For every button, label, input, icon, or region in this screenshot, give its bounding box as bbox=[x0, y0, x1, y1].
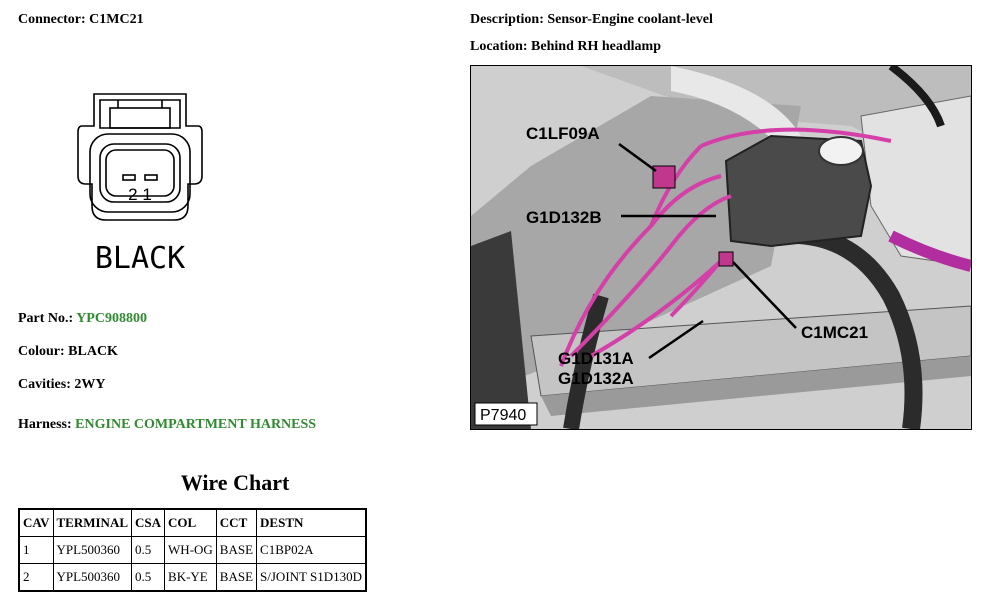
connector-title: Connector: C1MC21 bbox=[18, 12, 144, 27]
description-text: Description: Sensor-Engine coolant-level bbox=[470, 12, 713, 27]
photo-ref-id: P7940 bbox=[480, 407, 527, 424]
wire-chart-title: Wire Chart bbox=[180, 470, 290, 495]
callout-g1d132b: G1D132B bbox=[526, 208, 602, 227]
connector-face-diagram bbox=[70, 88, 210, 278]
cavities-text: Cavities: 2WY bbox=[18, 377, 106, 392]
connector-color-caption: BLACK bbox=[94, 241, 186, 276]
part-number-label: Part No.: bbox=[18, 311, 77, 326]
cell-col: BK-YE bbox=[165, 564, 217, 592]
callout-g1d131a: G1D131A bbox=[558, 349, 634, 368]
cell-cct: BASE bbox=[216, 564, 256, 592]
location-text: Location: Behind RH headlamp bbox=[470, 39, 661, 54]
part-number-link[interactable]: YPC908800 bbox=[76, 311, 147, 326]
cell-cct: BASE bbox=[216, 537, 256, 564]
cell-terminal: YPL500360 bbox=[53, 537, 132, 564]
col-header-destn: DESTN bbox=[257, 509, 366, 537]
harness-label: Harness: bbox=[18, 417, 76, 432]
callout-g1d132a: G1D132A bbox=[558, 369, 634, 388]
table-row bbox=[19, 564, 366, 592]
col-header-terminal: TERMINAL bbox=[53, 509, 132, 537]
callout-c1mc21: C1MC21 bbox=[801, 323, 869, 342]
cell-csa: 0.5 bbox=[132, 537, 165, 564]
colour-text: Colour: BLACK bbox=[18, 344, 118, 359]
harness bbox=[18, 417, 316, 433]
cell-destn: S/JOINT S1D130D bbox=[257, 564, 366, 592]
cell-cav: 1 bbox=[19, 537, 53, 564]
col-header-cct: CCT bbox=[216, 509, 256, 537]
location-photo bbox=[470, 65, 972, 430]
cell-csa: 0.5 bbox=[132, 564, 165, 592]
cell-terminal: YPL500360 bbox=[53, 564, 132, 592]
cell-destn: C1BP02A bbox=[257, 537, 366, 564]
cell-col: WH-OG bbox=[165, 537, 217, 564]
col-header-col: COL bbox=[165, 509, 217, 537]
col-header-cav: CAV bbox=[19, 509, 53, 537]
wire-chart-table bbox=[18, 508, 367, 592]
pin-numbers: 2 1 bbox=[128, 185, 152, 204]
col-header-csa: CSA bbox=[132, 509, 165, 537]
harness-link[interactable]: ENGINE COMPARTMENT HARNESS bbox=[75, 417, 317, 432]
table-row bbox=[19, 537, 366, 564]
table-header-row bbox=[19, 509, 366, 537]
callout-c1lf09a: C1LF09A bbox=[526, 124, 600, 143]
cell-cav: 2 bbox=[19, 564, 53, 592]
part-number bbox=[18, 311, 147, 327]
